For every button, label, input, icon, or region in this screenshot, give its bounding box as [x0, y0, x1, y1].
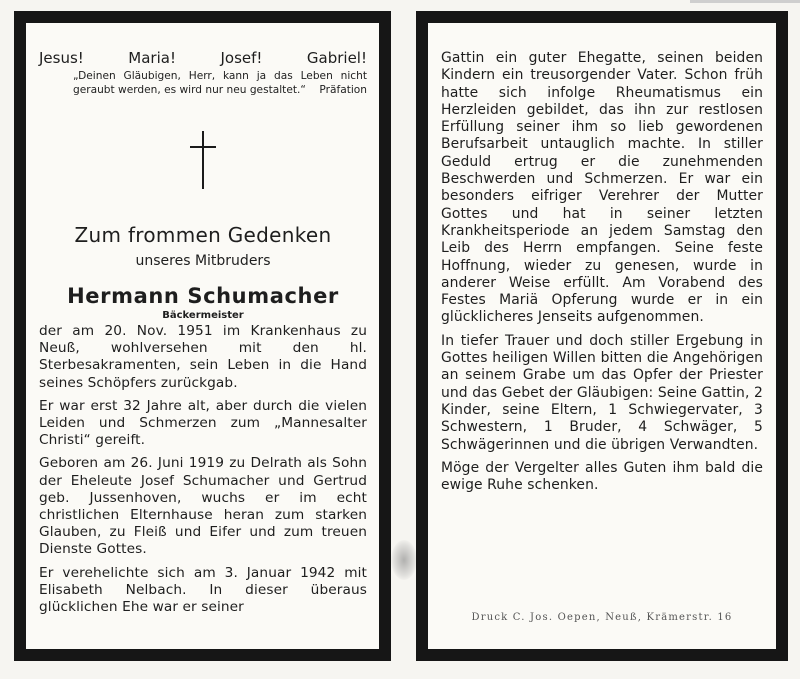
cross-container: [39, 131, 367, 189]
preface-quote: „Deinen Gläubigen, Herr, kann ja das Leben nicht geraubt werden, es wird nur neu gestaltet.“: [73, 70, 367, 96]
card-back-inner: [428, 23, 776, 649]
latin-cross-icon: [190, 131, 216, 189]
card-front-inner: [26, 23, 379, 649]
card-front-panel: [14, 11, 391, 661]
paragraph-age: Er war erst 32 Jahre alt, aber durch die vielen Leiden und Schmerzen zum „Mannesalter Christi“ gereift.: [39, 397, 367, 449]
paragraph-birth: Geboren am 26. Juni 1919 zu Delrath als Sohn der Eheleute Josef Schumacher und Gertrud geb. Jussenhoven, wuchs er im echt christlichen Elternhause heran zum starken Glauben, zu Fleiß und Eifer und zum treuen Dienste Gottes.: [39, 455, 367, 558]
invocation-jesus: Jesus!: [39, 49, 84, 67]
invocation-line: [39, 49, 367, 67]
paragraph-life: Gattin ein guter Ehegatte, seinen beiden Kindern ein treusorgender Vater. Schon früh hatte sich infolge Rheumatismus ein Herzleiden gebildet, das ihn zur restlosen Erfüllung seiner ihm so lieb gewordenen Berufsarbeit untauglich machte. In stiller Geduld ertrug er die zunehmenden Beschwerden und Schmerzen. Er war ein besonders eifriger Verehrer der Mutter Gottes und hat in seiner letzten Krankheitsperiode an jedem Samstag den Leib des Herrn empfangen. Seine feste Hoffnung, wieder zu genesen, wurde in anderer Weise erfüllt. Am Vorabend des Festes Mariä Opferung wurde er in ein glücklicheres Jenseits aufgenommen.: [441, 50, 763, 326]
invocation-maria: Maria!: [128, 49, 176, 67]
invocation-josef: Josef!: [220, 49, 263, 67]
paragraph-death-notice: der am 20. Nov. 1951 im Krankenhaus zu Neuß, wohlversehen mit den hl. Sterbesakramenten, sein Leben in die Hand seines Schöpfers zurückgab.: [39, 323, 367, 391]
scan-smudge: [391, 540, 417, 580]
front-body-text: [39, 323, 367, 616]
memorial-title: Zum frommen Gedenken: [74, 223, 332, 247]
deceased-profession: Bäckermeister: [162, 310, 244, 321]
deceased-name: Hermann Schumacher: [67, 284, 339, 308]
memorial-subtitle: unseres Mitbruders: [135, 253, 271, 269]
quote-source: Präfation: [319, 84, 367, 96]
paragraph-prayer: Möge der Vergelter alles Guten ihm bald die ewige Ruhe schenken.: [441, 459, 763, 494]
printer-imprint: Druck C. Jos. Oepen, Neuß, Krämerstr. 16: [471, 612, 733, 623]
card-back-panel: [416, 11, 788, 661]
back-body-text: [441, 50, 763, 494]
paragraph-mourners: In tiefer Trauer und doch stiller Ergebung in Gottes heiligen Willen bitten die Angehörigen an seinem Grabe um das Opfer der Priester und das Gebet der Gläubigen: Seine Gattin, 2 Kinder, seine Eltern, 1 Schwiegervater, 3 Schwestern, 1 Bruder, 4 Schwäger, 5 Schwägerinnen und die übrigen Verwandten.: [441, 332, 763, 453]
scan-edge-mark: [690, 0, 800, 3]
invocation-gabriel: Gabriel!: [306, 49, 367, 67]
paragraph-marriage: Er verehelichte sich am 3. Januar 1942 mit Elisabeth Nelbach. In dieser überaus glücklichen Ehe war er seiner: [39, 564, 367, 616]
